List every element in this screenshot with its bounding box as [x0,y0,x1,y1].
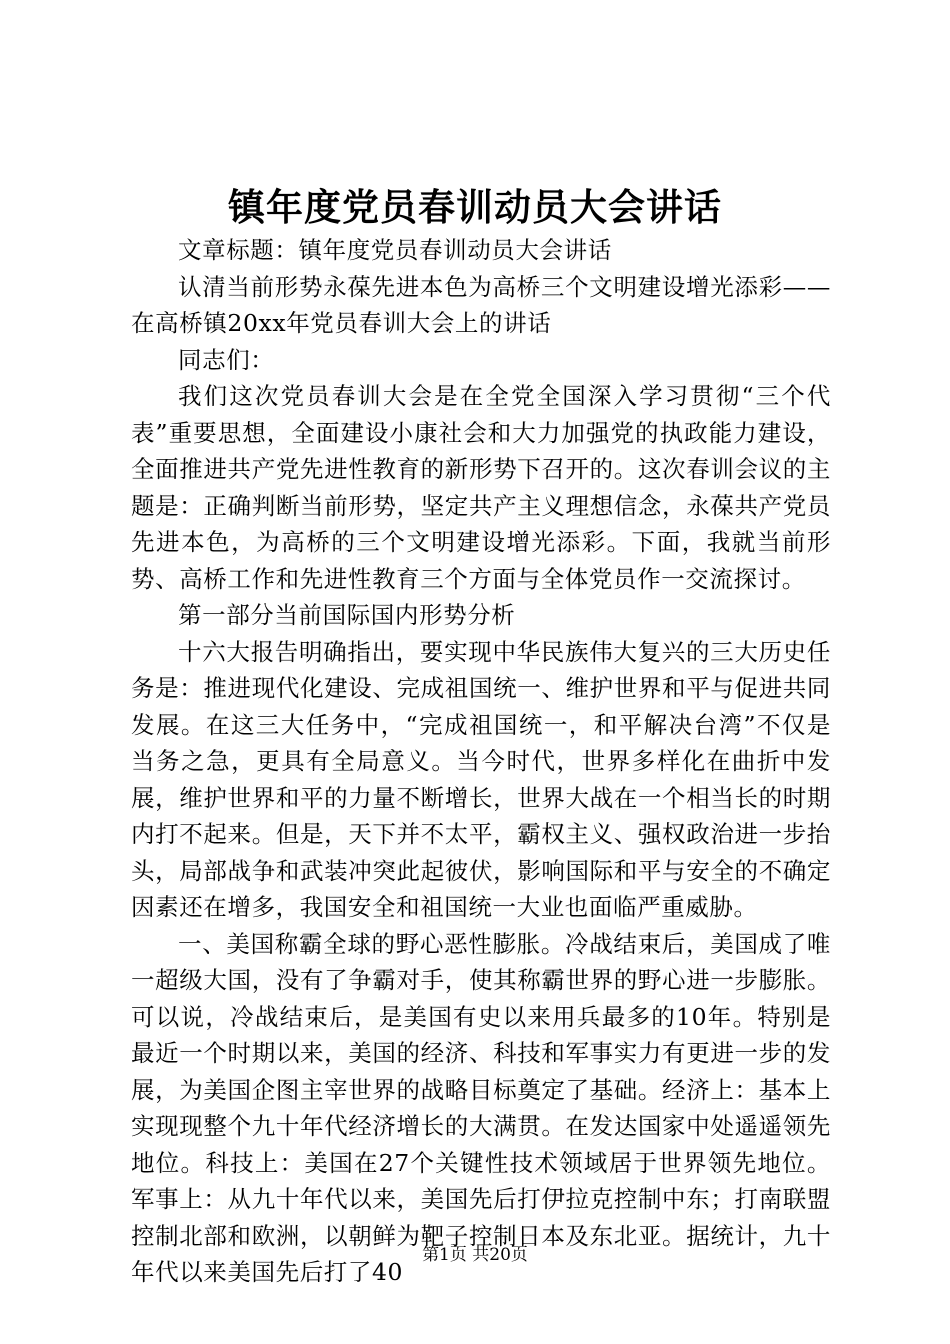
section-heading-part-one: 第一部分当前国际国内形势分析 [178,601,516,629]
paragraph-us-hegemony: 一、美国称霸全球的野心恶性膨胀。冷战结束后，美国成了唯一超级大国，没有了争霸对手，使其称霸世界的野心进一步膨胀。可以说，冷战结束后，是美国有史以来用兵最多的10年。特别是最近一个时期以来，美国的经济、科技和军事实力有更进一步的发展，为美国企图主宰世界的战略目标奠定了基础。经济上：基本上实现现整个九十年代经济增长的大满贯。在发达国家中处遥遥领先地位。科技上：美国在27个关键性技术领域居于世界领先地位。军事上：从九十年代以来，美国先后打伊拉克控制中东；打南联盟控制北部和欧洲，以朝鲜为靶子控制日本及东北亚。据统计，九十年代以来美国先后打了40 [131,929,831,1286]
document-body [131,232,831,1291]
paragraph-introduction: 我们这次党员春训大会是在全党全国深入学习贯彻“三个代表”重要思想，全面建设小康社会和大力加强党的执政能力建设，全面推进共产党先进性教育的新形势下召开的。这次春训会议的主题是：正确判断当前形势，坚定共产主义理想信念，永葆共产党员先进本色，为高桥的三个文明建设增光添彩。下面，我就当前形势、高桥工作和先进性教育三个方面与全体党员作一交流探讨。 [131,382,831,593]
paragraph-salutation: 同志们： [178,345,275,374]
paragraph-speech-heading: 认清当前形势永葆先进本色为高桥三个文明建设增光添彩——在高桥镇20xx年党员春训大会上的讲话 [131,272,831,337]
paragraph-historic-tasks: 十六大报告明确指出，要实现中华民族伟大复兴的三大历史任务是：推进现代化建设、完成祖国统一、维护世界和平与促进共同发展。在这三大任务中，“完成祖国统一，和平解决台湾”不仅是当务之急，更具有全局意义。当今时代，世界多样化在曲折中发展，维护世界和平的力量不断增长，世界大战在一个相当长的时期内打不起来。但是，天下并不太平，霸权主义、强权政治进一步抬头，局部战争和武装冲突此起彼伏，影响国际和平与安全的不确定因素还在增多，我国安全和祖国统一大业也面临严重威胁。 [131,637,831,921]
document-title: 镇年度党员春训动员大会讲话 [228,185,722,229]
page-number-footer: 第1页 共20页 [422,1245,528,1265]
paragraph-article-title: 文章标题：镇年度党员春训动员大会讲话 [178,236,612,264]
